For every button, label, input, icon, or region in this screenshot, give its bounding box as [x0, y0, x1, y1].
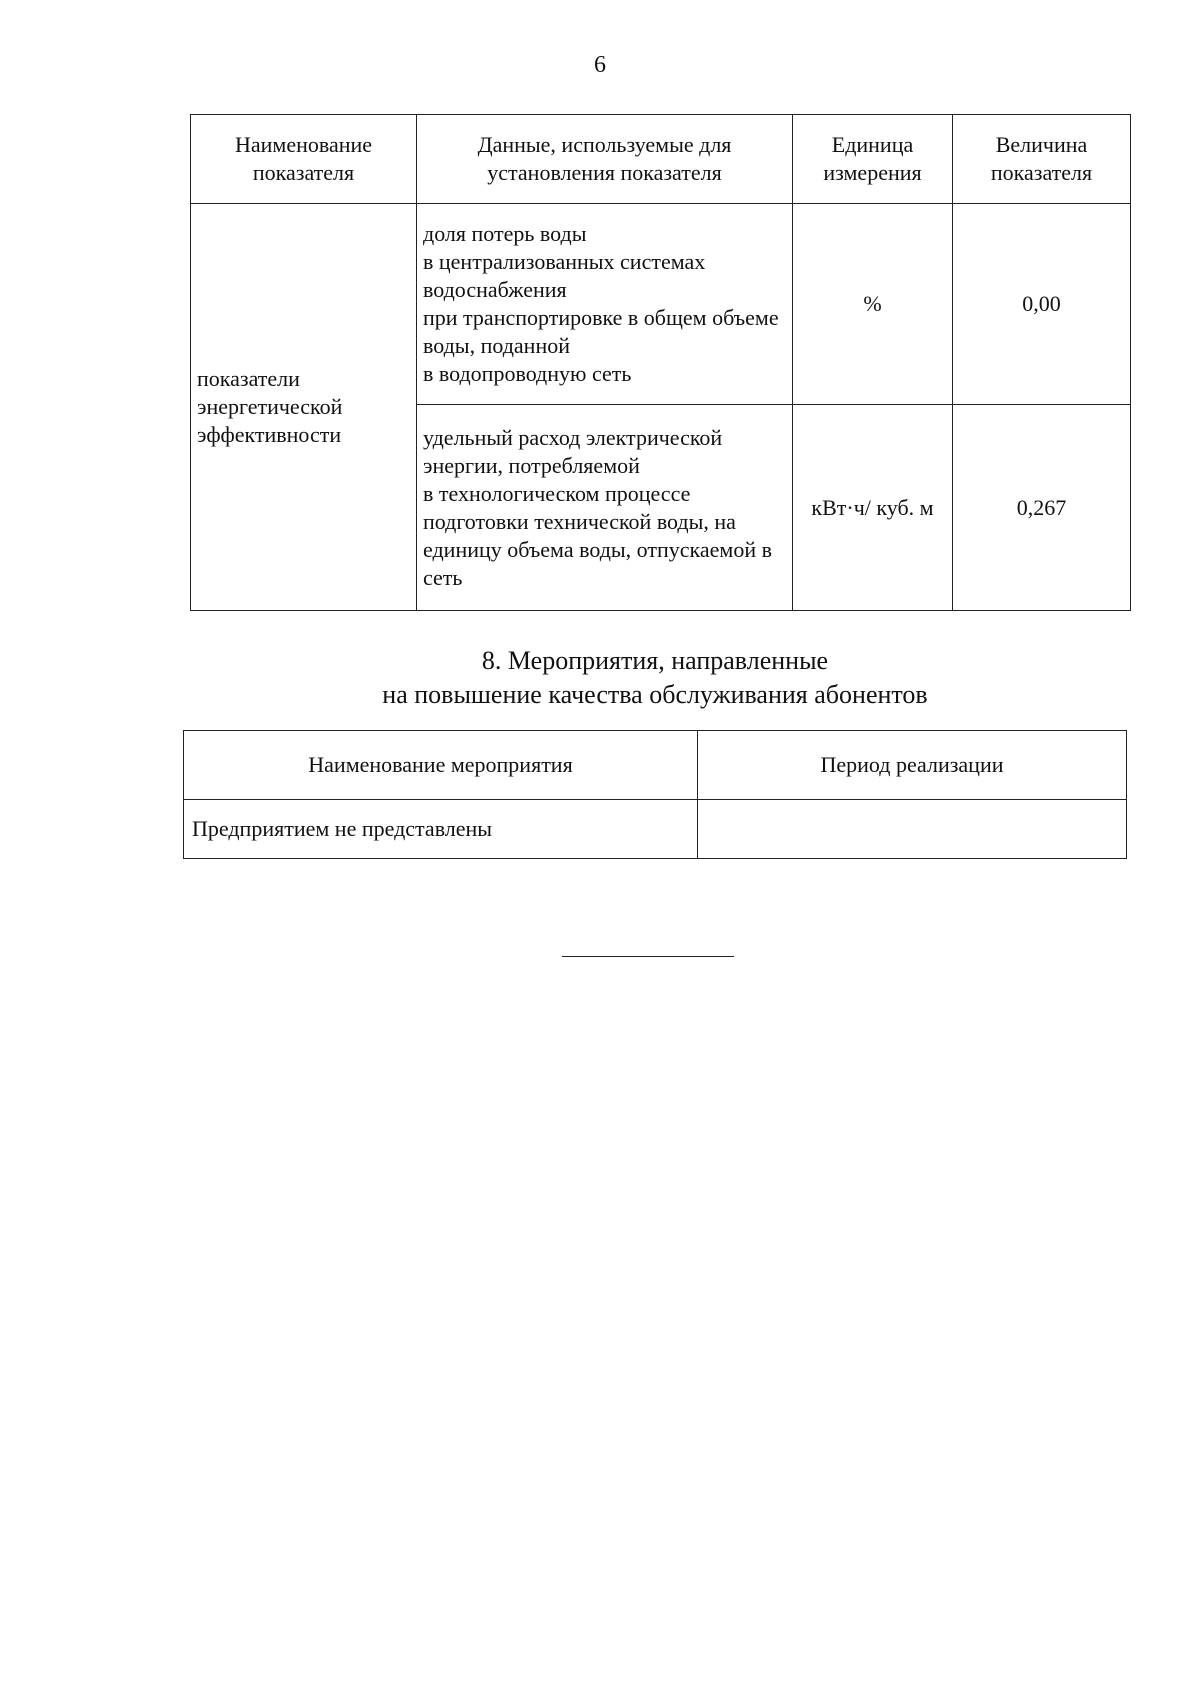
indicator-unit-cell: %	[793, 204, 953, 405]
header-measure-name: Наименование мероприятия	[184, 731, 698, 800]
indicator-value-cell: 0,00	[953, 204, 1131, 405]
indicator-value-cell: 0,267	[953, 405, 1131, 611]
header-unit: Единица измерения	[793, 115, 953, 204]
header-period: Период реализации	[698, 731, 1127, 800]
indicator-unit-cell: кВт·ч/ куб. м	[793, 405, 953, 611]
indicator-data-cell: удельный расход электрической энергии, потребляемой в технологическом процессе подготовки технической воды, на единицу объема воды, отпускаемой в сеть	[417, 405, 793, 611]
indicators-header-row	[191, 115, 1131, 204]
section-title	[0, 644, 1200, 712]
section-title-line-1: 8. Мероприятия, направленные	[481, 646, 829, 675]
table-row	[191, 204, 1131, 405]
measures-header-row	[184, 731, 1127, 800]
table-row	[184, 800, 1127, 859]
page-number: 6	[594, 52, 606, 78]
indicator-data-cell: доля потерь воды в централизованных системах водоснабжения при транспортировке в общем объеме воды, поданной в водопроводную сеть	[417, 204, 793, 405]
indicators-table	[190, 114, 1131, 611]
section-title-line-2: на повышение качества обслуживания абонентов	[382, 680, 928, 709]
header-data-used: Данные, используемые для установления показателя	[417, 115, 793, 204]
header-indicator-name: Наименование показателя	[191, 115, 417, 204]
header-value: Величина показателя	[953, 115, 1131, 204]
measure-name-cell: Предприятием не представлены	[184, 800, 698, 859]
measures-table	[183, 730, 1127, 859]
end-divider	[562, 956, 734, 957]
indicator-group-name: показатели энергетической эффективности	[191, 204, 417, 611]
measure-period-cell	[698, 800, 1127, 859]
